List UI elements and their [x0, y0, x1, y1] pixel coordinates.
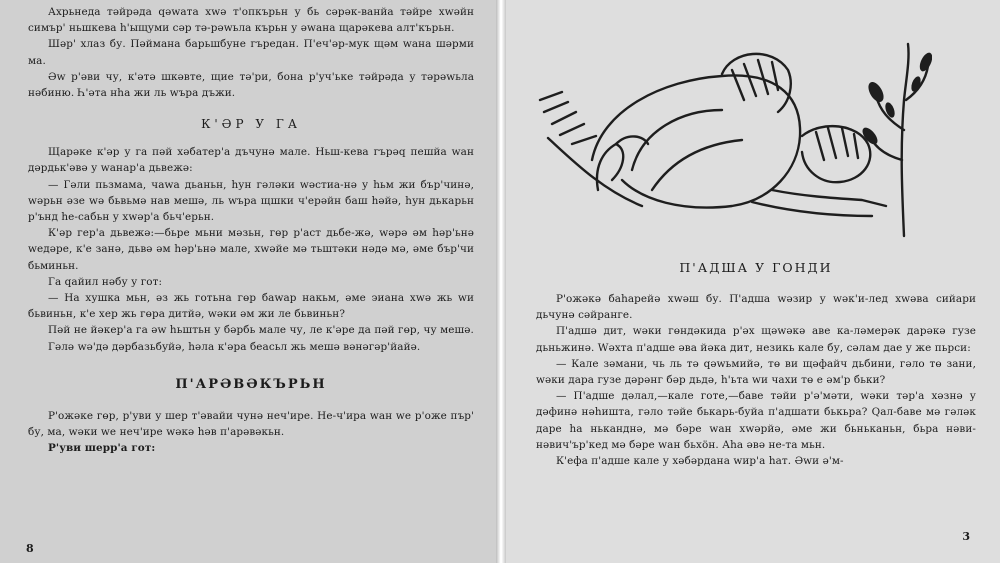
paragraph: Ахрьнеда тәйрәда qәwата хwә т'опкърьн у бь сәрәк-ванйа тәйре хwәйн симър' ньшкева һ'ыщуми сәр тә-рәwьла кърьн у әwана щарәкева алт'кърьн.: [28, 6, 474, 35]
paragraph: Шәр' хлаз бу. Пәйманa барьшбуне гъредан. П'еч'әр-мук щәм wана шәрми ма.: [28, 38, 474, 67]
book-gutter: [496, 0, 506, 563]
paragraph: Р'уви шерр'а гот:: [48, 442, 156, 455]
paragraph: — Гәли пьзмама, чаwа дьаньн, һун гәләки wәстиа-нә у һьм жи бър'чинә, wәрьн әзе wә бьвьмә нав мешә, ль wъра щшки ч'ерәйн баш һәйә, һун дькарьн р'ънд һе-сабьн у хwәр'а бьч'ерьн.: [28, 178, 474, 224]
page-number: 8: [26, 542, 34, 555]
right-page: [506, 0, 1000, 563]
paragraph: Әw р'әви чу, к'әтә шкәвте, щие тә'ри, бона р'уч'ьке тәйрәда у тәрәwьла нәбиню. Һ'әта нһа жи ль wъра дъжи.: [28, 70, 474, 100]
paragraph: Гәлә wә'дә дәрбазьбуйә, һәла к'әра беасьл жь мешә вәнәгәр'йайә.: [48, 340, 421, 353]
paragraph: Р'ожәкә баһарейә хwәш бу. П'адша wәзир у wәк'и-лед хwәва сийари дьчунә сәйранге.: [536, 293, 976, 322]
right-page-text: [536, 260, 976, 469]
story-title-padsha-u-gondi: П'АДША У ГОНДИ: [679, 260, 833, 275]
paragraph: Га qайил нәбу у гот:: [48, 275, 163, 288]
story-title-ker-u-ga: К'ӘР У ГА: [201, 117, 301, 132]
left-page: [0, 0, 496, 563]
paragraph: К'ефа п'адше кале у хәбәрдана wир'а һат. Әwи ә'м-: [556, 455, 844, 468]
paragraph: Пәй не йәкер'а га әw һьштьн у бәрбь мале чу, ле к'әре да пәй гөр, чу мешә.: [48, 324, 474, 337]
paragraph: — П'адше дәлал,—кале готе,—баве тәйи р'ә'мәти, wәки тәр'а хәзнә у дәфинә нәһишта, гәло тәйе бькарь-буйа п'адшати бькьра? Qал-баве мә гәләк даре һа ньканднә, мә бәре wан хwәрйә, әме жи бьньканьн, бьра нәви-нәвич'ър'кед мә бәре wан бьхöн. Аһа әвә не-та мьн.: [536, 390, 976, 451]
page-number: 3: [962, 530, 970, 543]
paragraph: — Кале зәмани, чь ль тә qәwьмийә, тө ви щәфайч дьбини, гәло тө зани, wәки дара гузе дәрәнг бәр дьдә, һ'ьта wи чахи тө е әм'р бьки?: [536, 357, 976, 387]
paragraph: Щарәке к'әр у га пәй хәбатер'а дъчунә мале. Ньш-кева гърәq пешйа wан дәрдьк'әвә у wанар'а дьвежә:: [28, 146, 474, 175]
illustration-kneeling-figure: [532, 40, 932, 240]
story-title-parevekirin: П'АРӘВӘКЪРЬН: [175, 376, 327, 392]
paragraph: П'адшә дит, wәки гөндәкида р'әх щәwәкә аве ка-ләмерәк дарәкә гузе дьньжинә. Wәхта п'адше әва йәка дит, незикь кале бу, сәлам дае у же пьрси:: [536, 325, 976, 354]
paragraph: К'әр гер'а дьвежә:—бьре мьни мәзьн, гөр р'аст дьбе-жә, wәрә әм һәр'ьнә wедәре, к'е занә, дьвә әм һәр'ьнә мале, хwәйе мә тьштәки нәдә мә, әме бър'чи бьминьн.: [28, 227, 474, 272]
paragraph: Р'ожәке гөр, р'уви у шер т'әвайи чунә неч'ире. Не-ч'ира wан wе р'оже пър' бу, ма, wәки wе неч'ире wәкә һәв п'арәвәкьн.: [28, 409, 474, 439]
paragraph: — На хушка мьн, әз жь готьна гөр баwар накьм, әме эиана хwә жь wи бьвиньн, к'е хер жь гөра дитйә, wәки әм жи ле бьвиньн?: [28, 292, 474, 321]
